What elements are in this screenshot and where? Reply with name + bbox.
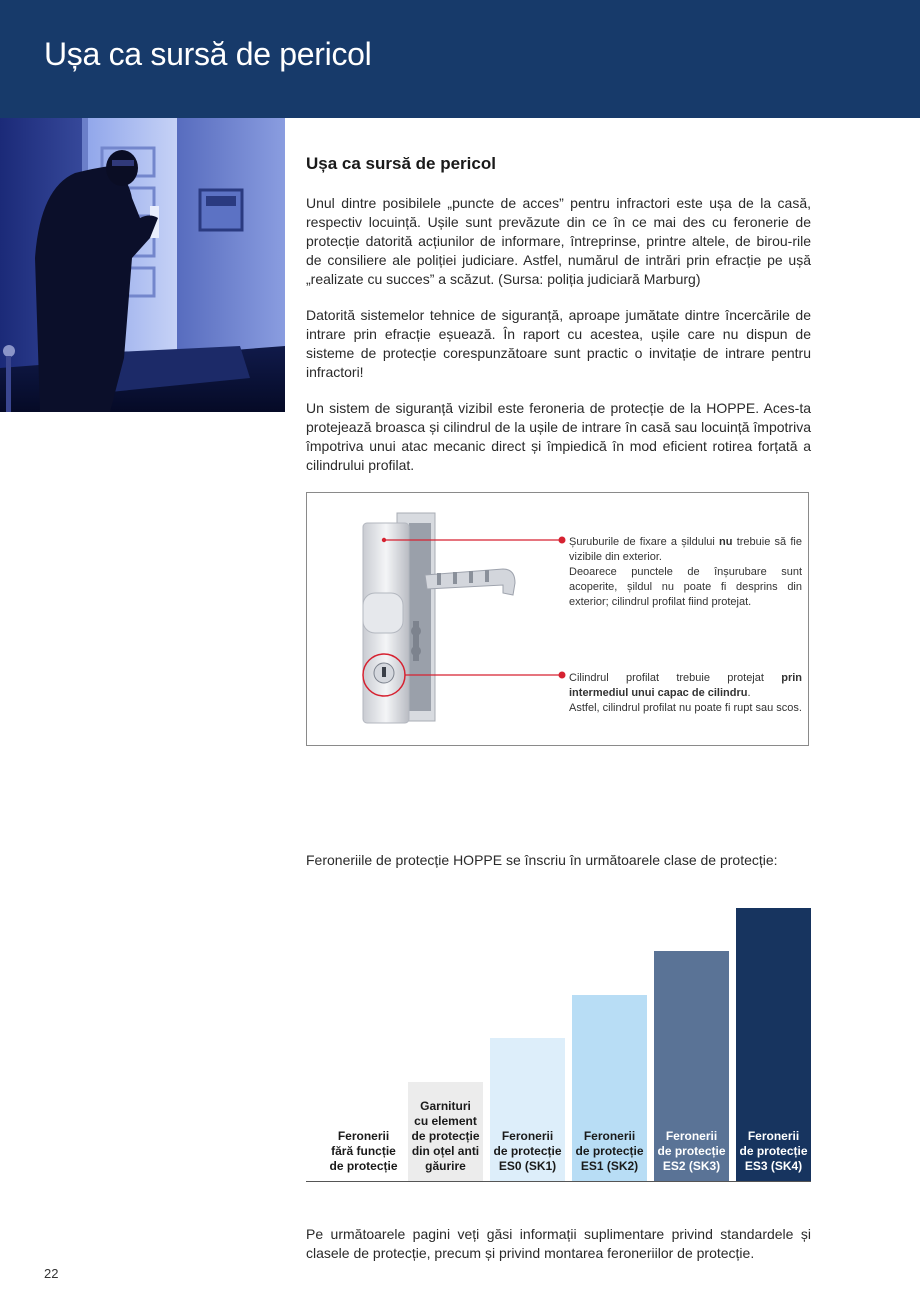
paragraph-2: Datorită sistemelor tehnice de siguranță, aproape jumătate dintre încercările de intrare prin efracție eșuează. În raport cu acestea, ușile care nu dispun de sisteme de protecție corespunzătoare sunt practic o invitație de intrare pentru infractori!	[306, 307, 811, 380]
callout-cylinder-text: Cilindrul profilat trebuie protejat	[569, 672, 782, 684]
page-title: Ușa ca sursă de pericol	[44, 36, 372, 72]
callout-cylinder	[569, 671, 802, 716]
class-bar-label: Feronerii de protecție ES3 (SK4)	[739, 1129, 808, 1173]
callout-screws	[569, 535, 802, 610]
class-bar-label: Feronerii fără funcție de protecție	[329, 1129, 398, 1173]
class-bar-4	[654, 951, 729, 1182]
burglar-door-illustration	[0, 118, 285, 412]
burglar-photo	[0, 118, 285, 412]
class-bar-0	[326, 1122, 401, 1182]
class-bar-label: Feronerii de protecție ES2 (SK3)	[657, 1129, 726, 1173]
paragraph-3: Un sistem de siguranță vizibil este feroneria de protecție de la HOPPE. Aces-ta protejează broasca și cilindrul de la ușile de intrare în casă sau locuință împotriva împotriva unui atac mecanic direct și împiedică în mod eficient rotirea forțată a cilindrului profilat.	[306, 400, 811, 473]
page-number: 22	[44, 1266, 59, 1281]
callout-cylinder-detail: Astfel, cilindrul profilat nu poate fi rupt sau scos.	[569, 702, 802, 714]
class-bar-2	[490, 1038, 565, 1182]
class-bar-label: Feronerii de protecție ES1 (SK2)	[575, 1129, 644, 1173]
class-bar-3	[572, 995, 647, 1182]
callout-screws-text: Șuruburile de fixare a șildului	[569, 536, 720, 548]
class-bar-1	[408, 1082, 483, 1182]
class-bar-label: Feronerii de protecție ES0 (SK1)	[493, 1129, 562, 1173]
class-bar-label: Garnituri cu element de protecție din oțel anti găurire	[411, 1099, 480, 1173]
callout-screws-detail: Deoarece punctele de înșurubare sunt acoperite, șildul nu poate fi desprins din exterior; cilindrul profilat fiind protejat.	[569, 566, 802, 608]
section-title: Ușa ca sursă de pericol	[306, 154, 496, 173]
callout-screws-text-end: trebuie să fie vizibile din exterior.	[569, 536, 802, 563]
paragraph-1: Unul dintre posibilele „puncte de acces” pentru infractori este ușa de la casă, respectiv locuință. Ușile sunt prevăzute din ce în ce mai des cu feronerie de protecție datorită acțiunilor de informare, întreprinse, printre altele, de birou-rile de consiliere ale poliției judiciare. Astfel, numărul de intrări prin efracție pe ușă „realizate cu succes” a scăzut. (Sursa: poliția judiciară Marburg)	[306, 195, 811, 287]
callout-cylinder-emphasis: prin intermediul unui capac de cilindru	[569, 672, 802, 699]
classes-intro: Feroneriile de protecție HOPPE se înscriu în următoarele clase de protecție:	[306, 852, 778, 868]
callout-screws-emphasis: nu	[719, 536, 733, 548]
callout-cylinder-text-end: .	[747, 687, 751, 699]
chart-baseline	[306, 1181, 811, 1182]
page-header	[0, 0, 920, 118]
class-bar-5	[736, 908, 811, 1182]
footer-note: Pe următoarele pagini veți găsi informații suplimentare privind standardele și clasele de protecție, precum și privind montarea feroneriilor de protecție.	[306, 1226, 811, 1261]
